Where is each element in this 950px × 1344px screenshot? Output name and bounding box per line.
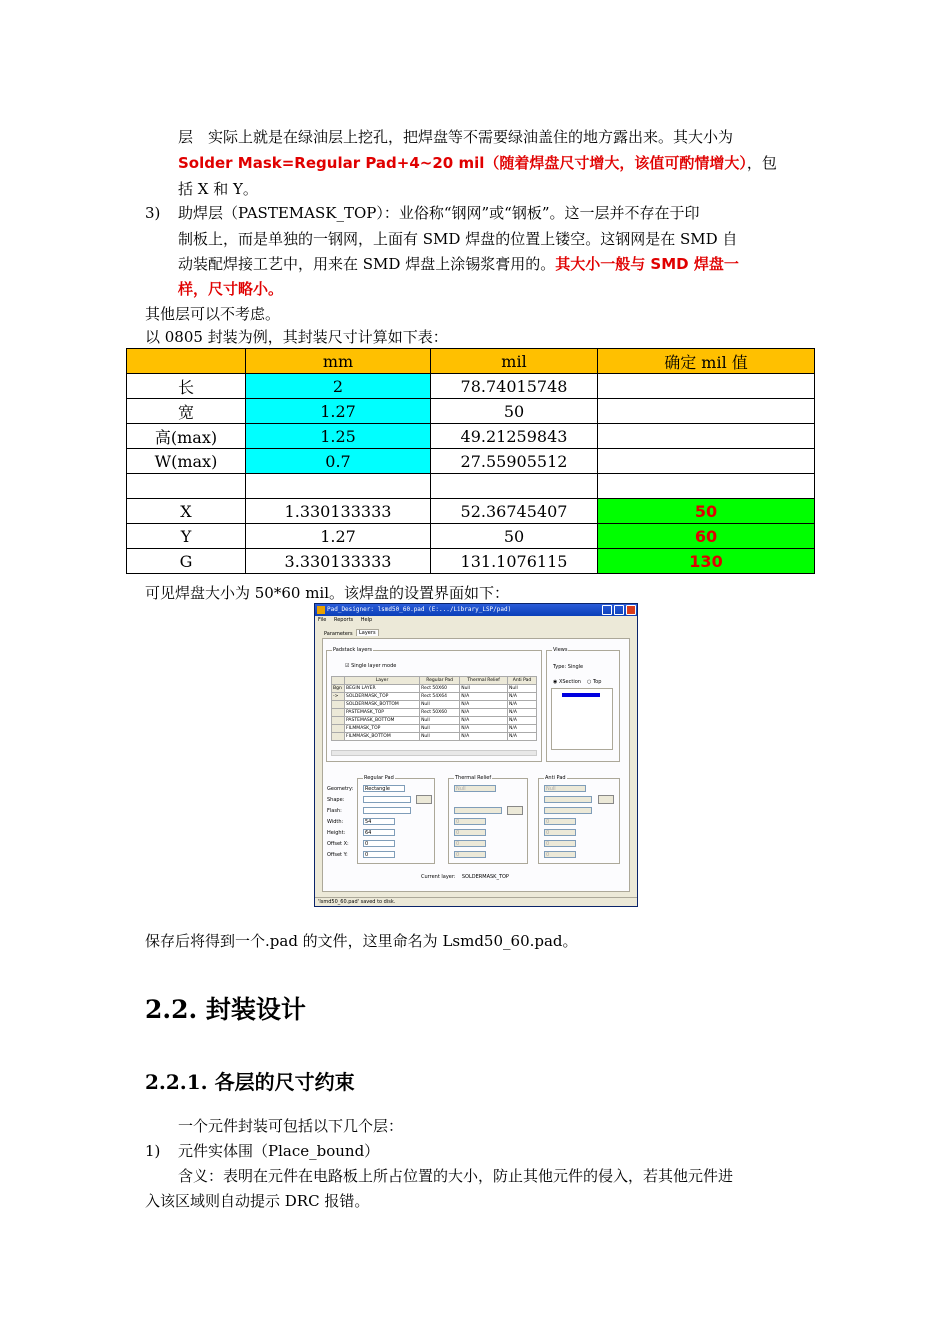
shape-label: Shape:	[327, 797, 345, 803]
layer-cell: N/A	[508, 693, 537, 701]
layer-cell: Rect 50X60	[420, 709, 460, 717]
paragraph-line	[178, 150, 777, 176]
subsection-heading: 2.2.1. 各层的尺寸约束	[145, 1070, 355, 1094]
app-icon	[317, 606, 325, 614]
group-caption: Padstack layers	[333, 647, 373, 653]
row-header	[332, 717, 345, 725]
layer-cell: N/A	[460, 725, 508, 733]
table-header	[127, 349, 246, 374]
column-header: Layer	[345, 677, 420, 685]
table-row	[127, 399, 815, 424]
table-cell: 27.55905512	[431, 449, 598, 474]
column-header: Regular Pad	[420, 677, 460, 685]
window-title: Pad_Designer: lsmd50_60.pad (E:.../Library_LSP/pad)	[327, 606, 512, 613]
offset-y-label: Offset Y:	[327, 852, 348, 858]
table-row	[127, 424, 815, 449]
anti-offset-x-input[interactable]: 0	[544, 840, 576, 847]
checkbox-label: Single layer mode	[351, 663, 397, 669]
table-cell: 49.21259843	[431, 424, 598, 449]
thermal-geometry-select[interactable]: Null	[454, 785, 496, 792]
column-header: Thermal Relief	[460, 677, 508, 685]
paragraph-line	[178, 251, 739, 277]
table-cell	[246, 474, 431, 499]
layer-cell: PASTEMASK_BOTTOM	[345, 717, 420, 725]
layer-cell: N/A	[460, 701, 508, 709]
row-header: ->	[332, 693, 345, 701]
layer-cell: Null	[508, 685, 537, 693]
table-header: mm	[246, 349, 431, 374]
current-layer-label: Current layer:	[421, 874, 456, 880]
shape-browse-button[interactable]	[416, 795, 432, 804]
pad-designer-window	[314, 603, 638, 907]
layer-header-row	[332, 677, 537, 685]
flash-field[interactable]	[363, 807, 411, 814]
table-header: 确定 mil 值	[598, 349, 815, 374]
highlight-text: 样，尺寸略小。	[178, 280, 284, 298]
layer-cell: SOLDERMASK_BOTTOM	[345, 701, 420, 709]
table-cell	[598, 399, 815, 424]
current-layer	[421, 874, 509, 880]
height-input[interactable]: 64	[363, 829, 395, 836]
column-header: Anti Pad	[508, 677, 537, 685]
table-cell	[598, 449, 815, 474]
layer-cell: SOLDERMASK_TOP	[345, 693, 420, 701]
layer-cell: BEGIN LAYER	[345, 685, 420, 693]
offset-y-input[interactable]: 0	[363, 851, 395, 858]
layer-cell: N/A	[460, 733, 508, 741]
radio-label: Top	[592, 679, 602, 685]
layer-cell: N/A	[460, 717, 508, 725]
layer-cell: N/A	[460, 693, 508, 701]
row-header: Bgn	[332, 685, 345, 693]
type-label: Type:	[553, 664, 567, 670]
title-bar	[315, 604, 637, 616]
layer-cell: Null	[420, 725, 460, 733]
layer-cell: N/A	[460, 709, 508, 717]
table-cell: 宽	[127, 399, 246, 424]
thermal-height-input[interactable]: 0	[454, 829, 486, 836]
tab-layers[interactable]: Layers	[356, 629, 379, 636]
layer-cell: Null	[420, 701, 460, 709]
layer-row[interactable]	[332, 685, 537, 693]
horizontal-scrollbar[interactable]	[331, 750, 537, 756]
table-cell: Y	[127, 524, 246, 549]
layer-cell: Null	[420, 717, 460, 725]
anti-width-input[interactable]: 0	[544, 818, 576, 825]
table-row	[127, 374, 815, 399]
layer-cell: FILMMASK_TOP	[345, 725, 420, 733]
highlight-text: Solder Mask=Regular Pad+4~20 mil（随着焊盘尺寸增大，该值可酌情增大）	[178, 154, 747, 172]
table-cell	[127, 474, 246, 499]
anti-flash-field[interactable]	[544, 807, 592, 814]
layer-cell: Null	[420, 733, 460, 741]
xsection-radio[interactable]: ◉ XSection	[553, 679, 581, 685]
offset-x-label: Offset X:	[327, 841, 349, 847]
width-label: Width:	[327, 819, 344, 825]
table-cell: 131.1076115	[431, 549, 598, 574]
layer-row[interactable]	[332, 709, 537, 717]
table-cell	[598, 424, 815, 449]
row-header	[332, 677, 345, 685]
menu-file[interactable]: File	[318, 617, 327, 623]
thermal-width-input[interactable]: 0	[454, 818, 486, 825]
section-heading: 2.2. 封装设计	[145, 995, 306, 1024]
table-intro: 以 0805 封装为例，其封装尺寸计算如下表：	[145, 328, 448, 346]
table-cell: 高(max)	[127, 424, 246, 449]
table-cell: 1.27	[246, 524, 431, 549]
layer-cell: N/A	[508, 717, 537, 725]
paragraph-line: 制板上，而是单独的一钢网，上面有 SMD 焊盘的位置上镂空。这钢网是在 SMD 自	[178, 230, 738, 248]
offset-x-input[interactable]: 0	[363, 840, 395, 847]
table-cell: 长	[127, 374, 246, 399]
highlight-text: 其大小一般与 SMD 焊盘一	[555, 255, 739, 273]
geometry-label: Geometry:	[327, 786, 354, 792]
flash-label: Flash:	[327, 808, 342, 814]
layer-cell: Rect 50X60	[420, 685, 460, 693]
layer-row[interactable]	[332, 733, 537, 741]
minimize-button[interactable]	[602, 605, 612, 615]
list-item-text: 元件实体围（Place_bound）	[178, 1142, 380, 1160]
list-number: 1)	[145, 1142, 161, 1160]
table-cell: 2	[246, 374, 431, 399]
group-caption: Thermal Relief	[455, 775, 492, 781]
paragraph-line: 其他层可以不考虑。	[145, 305, 281, 323]
table-cell: 50	[431, 524, 598, 549]
menu-help[interactable]: Help	[360, 617, 373, 623]
layer-row[interactable]	[332, 693, 537, 701]
menu-reports[interactable]: Reports	[333, 617, 354, 623]
layer-table	[331, 676, 537, 741]
table-cell	[598, 474, 815, 499]
width-input[interactable]: 54	[363, 818, 395, 825]
dimension-table	[126, 348, 815, 574]
table-cell: 78.74015748	[431, 374, 598, 399]
paragraph-line: 助焊层（PASTEMASK_TOP）：业俗称“钢网”或“钢板”。这一层并不存在于印	[178, 204, 700, 222]
row-header	[332, 725, 345, 733]
paragraph-line: 保存后将得到一个.pad 的文件，这里命名为 Lsmd50_60.pad。	[145, 932, 578, 950]
anti-offset-y-input[interactable]: 0	[544, 851, 576, 858]
paragraph-line: 层 实际上就是在绿油层上挖孔，把焊盘等不需要绿油盖住的地方露出来。其大小为	[178, 128, 734, 146]
group-caption: Anti Pad	[545, 775, 566, 781]
row-header	[332, 709, 345, 717]
layer-cell: PASTEMASK_TOP	[345, 709, 420, 717]
layer-cell: N/A	[508, 725, 537, 733]
table-cell: 1.330133333	[246, 499, 431, 524]
row-header	[332, 701, 345, 709]
table-cell: 130	[598, 549, 815, 574]
anti-height-input[interactable]: 0	[544, 829, 576, 836]
table-cell: 52.36745407	[431, 499, 598, 524]
status-bar: 'lsmd50_60.pad' saved to disk.	[315, 897, 637, 906]
maximize-button[interactable]	[614, 605, 624, 615]
table-row	[127, 524, 815, 549]
table-cell: W(max)	[127, 449, 246, 474]
pad-cross-section	[562, 693, 600, 697]
table-cell: 1.25	[246, 424, 431, 449]
table-row	[127, 549, 815, 574]
layer-cell: N/A	[508, 701, 537, 709]
table-cell: 0.7	[246, 449, 431, 474]
table-cell	[431, 474, 598, 499]
thermal-flash-field[interactable]	[454, 807, 502, 814]
shape-field[interactable]	[363, 796, 411, 803]
top-radio[interactable]: ○ Top	[587, 679, 602, 685]
thermal-browse-button[interactable]	[507, 806, 523, 815]
view-type	[553, 664, 583, 670]
thermal-offset-x-input[interactable]: 0	[454, 840, 486, 847]
paragraph-line: 一个元件封装可包括以下几个层：	[178, 1117, 404, 1135]
group-caption: Views	[553, 647, 568, 653]
table-cell: 1.27	[246, 399, 431, 424]
anti-browse-button[interactable]	[598, 795, 614, 804]
geometry-select[interactable]: Rectangle	[363, 785, 405, 792]
table-cell: G	[127, 549, 246, 574]
type-value: Single	[567, 664, 584, 670]
table-row	[127, 474, 815, 499]
layer-cell: Null	[460, 685, 508, 693]
layer-cell: Rect 54X64	[420, 693, 460, 701]
anti-shape-field[interactable]	[544, 796, 592, 803]
table-cell: 50	[598, 499, 815, 524]
close-button[interactable]	[626, 605, 636, 615]
anti-geometry-select[interactable]: Null	[544, 785, 586, 792]
thermal-offset-y-input[interactable]: 0	[454, 851, 486, 858]
paragraph-line: 含义：表明在元件在电路板上所占位置的大小，防止其他元件的侵入，若其他元件进	[178, 1167, 734, 1185]
view-preview	[551, 688, 613, 750]
layer-cell: FILMMASK_BOTTOM	[345, 733, 420, 741]
paragraph-line: 入该区域则自动提示 DRC 报错。	[145, 1192, 370, 1210]
layer-row[interactable]	[332, 725, 537, 733]
paragraph-line: 括 X 和 Y。	[178, 180, 258, 198]
paragraph-line: 可见焊盘大小为 50*60 mil。该焊盘的设置界面如下：	[145, 584, 510, 602]
list-number: 3)	[145, 204, 161, 222]
menu-bar	[315, 616, 637, 625]
row-header	[332, 733, 345, 741]
paragraph-text: 动装配焊接工艺中，用来在 SMD 焊盘上涂锡浆膏用的。	[178, 255, 556, 273]
table-row	[127, 449, 815, 474]
table-cell: 50	[431, 399, 598, 424]
group-caption: Regular Pad	[364, 775, 394, 781]
radio-label: XSection	[558, 679, 581, 685]
paragraph-text: ，包	[746, 154, 777, 172]
height-label: Height:	[327, 830, 346, 836]
current-layer-value: SOLDERMASK_TOP	[461, 874, 509, 880]
tab-parameters[interactable]: Parameters	[324, 631, 353, 637]
single-layer-checkbox[interactable]: ☑ Single layer mode	[345, 663, 397, 669]
table-cell: X	[127, 499, 246, 524]
layer-cell: N/A	[508, 733, 537, 741]
layer-row[interactable]	[332, 717, 537, 725]
layer-cell: N/A	[508, 709, 537, 717]
table-cell: 3.330133333	[246, 549, 431, 574]
table-header: mil	[431, 349, 598, 374]
table-cell: 60	[598, 524, 815, 549]
table-row	[127, 499, 815, 524]
table-cell	[598, 374, 815, 399]
table-header-row	[127, 349, 815, 374]
layer-row[interactable]	[332, 701, 537, 709]
